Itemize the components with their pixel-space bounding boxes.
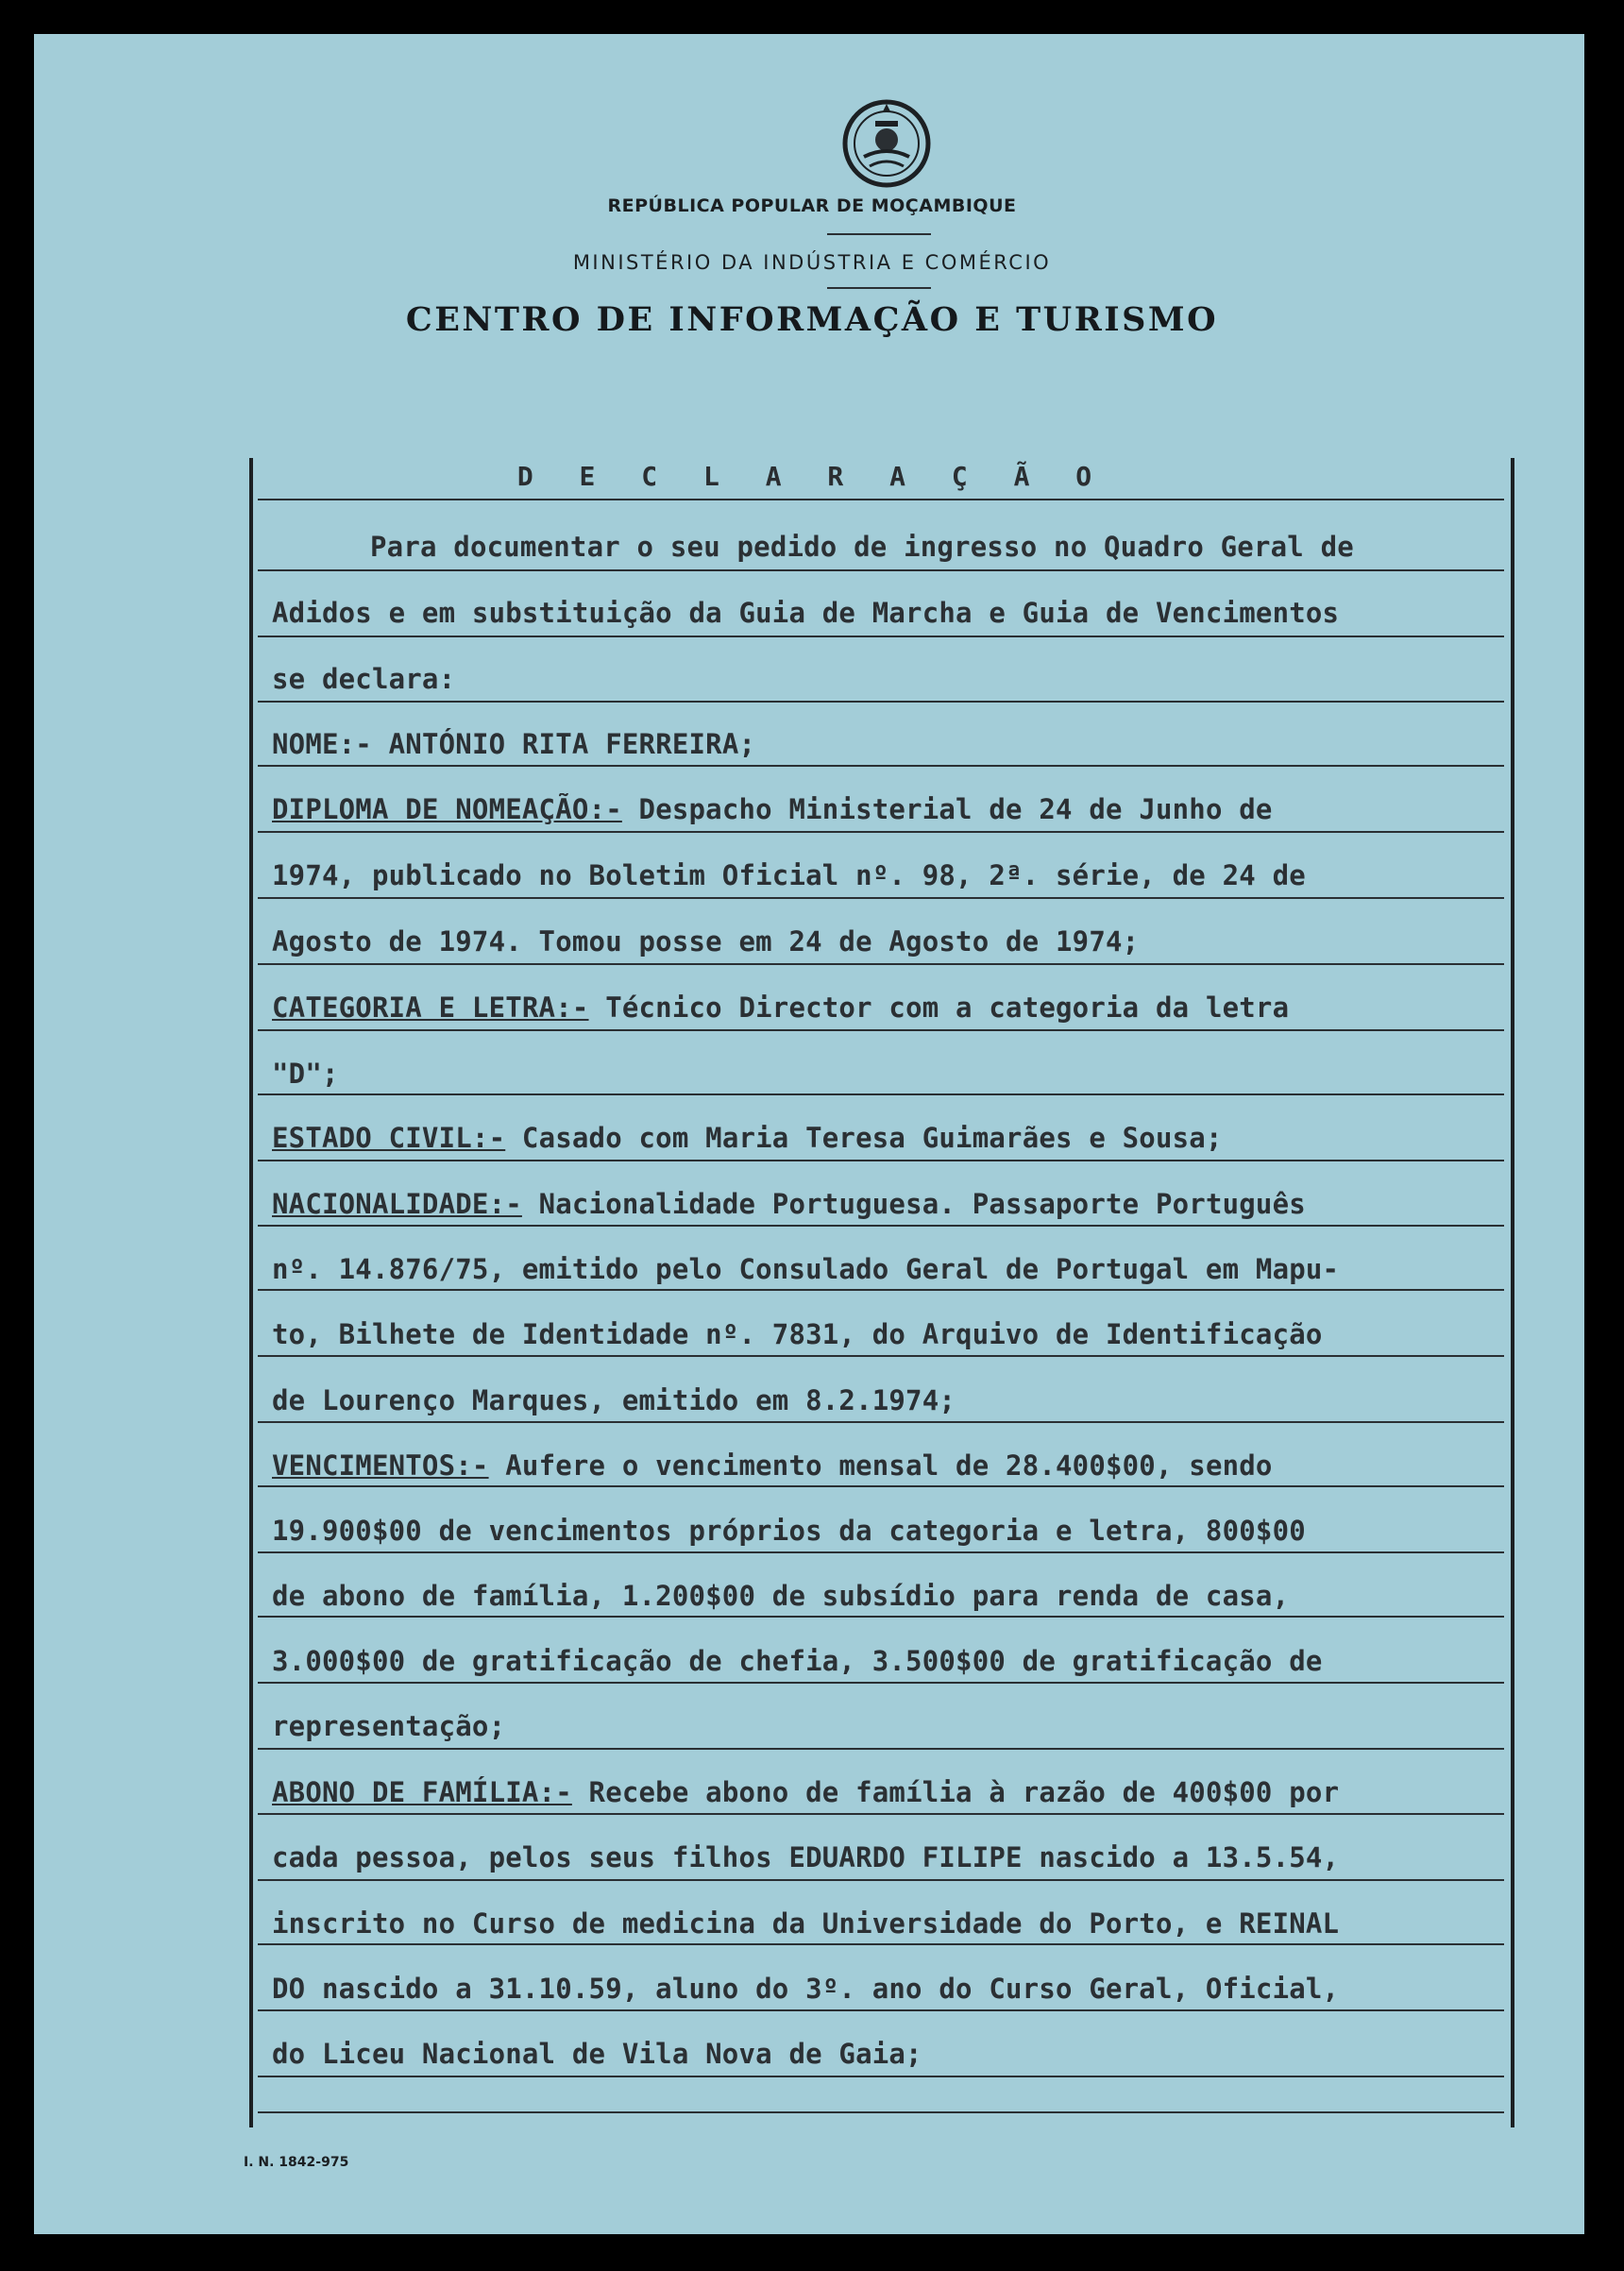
diploma-value: Despacho Ministerial de 24 de Junho de <box>638 793 1273 825</box>
ruled-line <box>258 2009 1504 2011</box>
body-line: nº. 14.876/75, emitido pelo Consulado Geral de Portugal em Mapu- <box>272 1253 1340 1285</box>
ruled-line <box>258 1616 1504 1618</box>
republic-heading: REPÚBLICA POPULAR DE MOÇAMBIQUE <box>607 195 1017 216</box>
vencimentos-line <box>272 1449 1499 1482</box>
ruled-line <box>258 1551 1504 1553</box>
ruled-line <box>258 1421 1504 1423</box>
ruled-line <box>258 569 1504 571</box>
ruled-line <box>258 1485 1504 1487</box>
estado-civil-value: Casado com Maria Teresa Guimarães e Sousa; <box>521 1122 1223 1154</box>
body-line: 1974, publicado no Boletim Oficial nº. 98, 2ª. série, de 24 de <box>272 859 1306 891</box>
ruled-line <box>258 1160 1504 1161</box>
categoria-label: CATEGORIA E LETRA:- <box>272 991 589 1024</box>
nacionalidade-label: NACIONALIDADE:- <box>272 1188 522 1220</box>
body-line: cada pessoa, pelos seus filhos EDUARDO FILIPE nascido a 13.5.54, <box>272 1841 1340 1873</box>
body-line: se declara: <box>272 663 456 695</box>
ruled-line <box>258 1289 1504 1291</box>
abono-line <box>272 1776 1499 1808</box>
left-margin-rule <box>249 458 253 2127</box>
ruled-line <box>258 2076 1504 2077</box>
nacionalidade-line <box>272 1188 1499 1220</box>
ruled-line <box>258 831 1504 833</box>
diploma-line <box>272 793 1499 825</box>
right-margin-rule <box>1511 458 1514 2127</box>
vencimentos-value: Aufere o vencimento mensal de 28.400$00, sendo <box>505 1449 1273 1482</box>
ruled-line <box>258 701 1504 703</box>
abono-label: ABONO DE FAMÍLIA:- <box>272 1776 572 1808</box>
ruled-line <box>258 1943 1504 1945</box>
ruled-line <box>258 1029 1504 1031</box>
categoria-value: Técnico Director com a categoria da letra <box>605 991 1290 1024</box>
body-line: 19.900$00 de vencimentos próprios da categoria e letra, 800$00 <box>272 1515 1306 1547</box>
body-line: representação; <box>272 1710 506 1742</box>
ruled-line <box>258 1093 1504 1095</box>
header-divider <box>827 233 931 235</box>
abono-value: Recebe abono de família à razão de 400$00 por <box>588 1776 1340 1808</box>
ruled-line <box>258 1813 1504 1815</box>
nome-line <box>272 728 1499 760</box>
nacionalidade-value: Nacionalidade Portuguesa. Passaporte Português <box>538 1188 1306 1220</box>
ruled-line <box>258 636 1504 637</box>
body-line: Adidos e em substituição da Guia de Marcha e Guia de Vencimentos <box>272 597 1340 629</box>
estado-civil-line <box>272 1122 1499 1154</box>
ruled-line <box>258 897 1504 899</box>
coat-of-arms-icon <box>841 98 932 189</box>
ruled-line <box>258 1748 1504 1750</box>
ruled-line <box>258 765 1504 767</box>
ruled-line <box>258 1682 1504 1684</box>
header-divider <box>827 287 931 289</box>
diploma-label: DIPLOMA DE NOMEAÇÃO:- <box>272 793 622 825</box>
nome-value: ANTÓNIO RITA FERREIRA; <box>388 728 756 760</box>
ruled-line <box>258 1355 1504 1357</box>
body-line: "D"; <box>272 1058 339 1090</box>
ministry-heading: MINISTÉRIO DA INDÚSTRIA E COMÉRCIO <box>572 251 1052 274</box>
body-line: Agosto de 1974. Tomou posse em 24 de Agosto de 1974; <box>272 925 1140 958</box>
body-line: 3.000$00 de gratificação de chefia, 3.500$00 de gratificação de <box>272 1645 1323 1677</box>
body-line: do Liceu Nacional de Vila Nova de Gaia; <box>272 2038 922 2070</box>
nome-label: NOME:- <box>272 728 372 760</box>
categoria-line <box>272 991 1499 1024</box>
ruled-line <box>258 2111 1504 2113</box>
printer-code: I. N. 1842-975 <box>244 2155 349 2170</box>
body-line: inscrito no Curso de medicina da Universidade do Porto, e REINAL <box>272 1907 1340 1940</box>
ruled-line <box>258 1225 1504 1227</box>
ruled-line <box>258 963 1504 965</box>
centre-heading: CENTRO DE INFORMAÇÃO E TURISMO <box>405 300 1219 339</box>
body-line: to, Bilhete de Identidade nº. 7831, do Arquivo de Identificação <box>272 1318 1323 1350</box>
document-title: D E C L A R A Ç Ã O <box>516 461 1108 492</box>
body-line: de abono de família, 1.200$00 de subsídio para renda de casa, <box>272 1580 1290 1612</box>
estado-civil-label: ESTADO CIVIL:- <box>272 1122 506 1154</box>
ruled-line <box>258 499 1504 500</box>
ruled-line <box>258 1879 1504 1881</box>
body-line: Para documentar o seu pedido de ingresso no Quadro Geral de <box>370 531 1354 563</box>
body-line: DO nascido a 31.10.59, aluno do 3º. ano do Curso Geral, Oficial, <box>272 1973 1340 2005</box>
vencimentos-label: VENCIMENTOS:- <box>272 1449 489 1482</box>
body-line: de Lourenço Marques, emitido em 8.2.1974; <box>272 1384 956 1416</box>
